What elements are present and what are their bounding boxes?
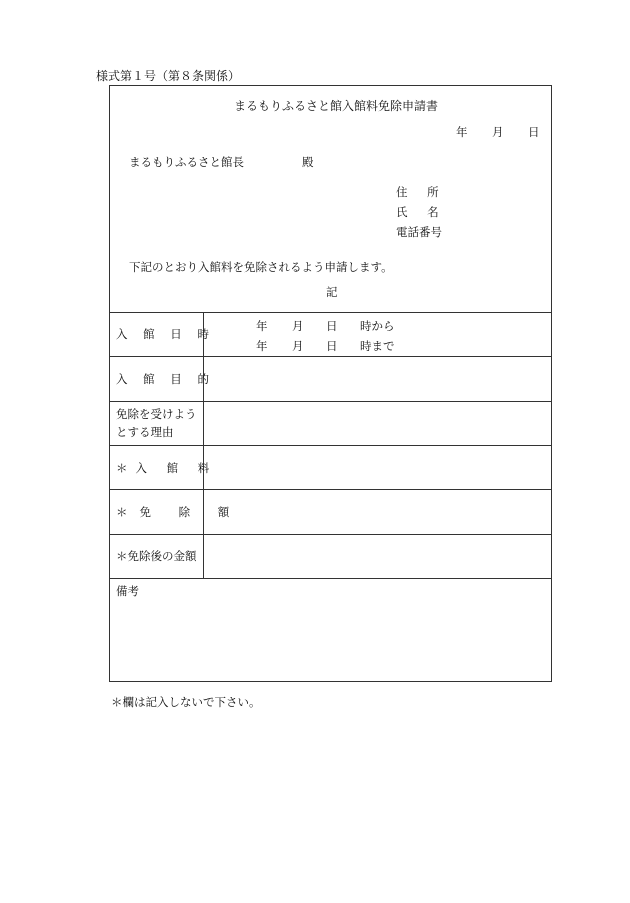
addressee-honorific: 殿	[302, 155, 314, 169]
row-divider	[110, 489, 551, 490]
footnote: ＊欄は記入しないで下さい。	[111, 695, 261, 709]
table-top-line	[110, 312, 551, 313]
label-column-divider	[203, 312, 204, 578]
date-year-label: 年	[456, 125, 468, 139]
applicant-phone-label: 電話番号	[396, 225, 442, 239]
form-title: まるもりふるさと館入館料免除申請書	[234, 99, 439, 113]
row-divider	[110, 534, 551, 535]
purpose-label: 入 館 目 的	[116, 372, 215, 386]
to-time: 時まで	[360, 339, 395, 353]
to-day: 日	[326, 339, 338, 353]
applicant-name-label: 氏 名	[396, 205, 447, 219]
remarks-label: 備考	[116, 584, 139, 598]
from-day: 日	[326, 319, 338, 333]
after-amount-label: ＊免除後の金額	[116, 549, 197, 563]
applicant-address-label: 住 所	[396, 185, 447, 199]
request-text: 下記のとおり入館料を免除されるよう申請します。	[129, 260, 393, 274]
to-month: 月	[292, 339, 304, 353]
fee-label: ＊入 館 料	[116, 461, 218, 475]
reason-label-line2: とする理由	[116, 425, 174, 439]
exemption-label: ＊免 除 額	[116, 505, 242, 519]
from-time: 時から	[360, 319, 395, 333]
row-divider	[110, 401, 551, 402]
reason-label-line1: 免除を受けよう	[116, 407, 197, 421]
date-day-label: 日	[528, 125, 540, 139]
from-year: 年	[256, 319, 268, 333]
to-year: 年	[256, 339, 268, 353]
form-number-label: 様式第１号（第８条関係）	[96, 69, 241, 83]
row-divider	[110, 356, 551, 357]
from-month: 月	[292, 319, 304, 333]
ki-label: 記	[326, 285, 338, 299]
date-month-label: 月	[492, 125, 504, 139]
row-divider	[110, 578, 551, 579]
row-divider	[110, 445, 551, 446]
visit-datetime-label: 入 館 日 時	[116, 327, 215, 341]
addressee-name: まるもりふるさと館長	[129, 155, 244, 169]
application-form	[109, 85, 552, 682]
